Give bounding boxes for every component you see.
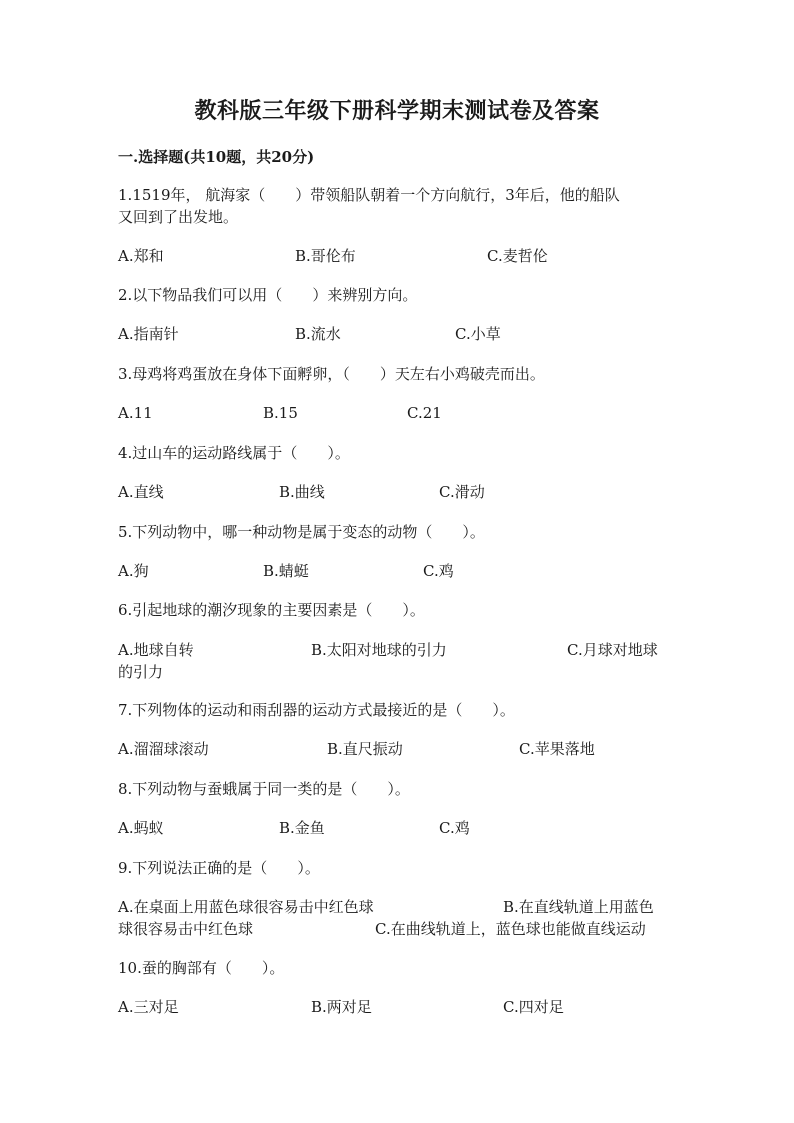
question-3-options [118,402,678,424]
question-10-options [118,996,678,1018]
option-b-continued: 球很容易击中红色球 [118,920,254,938]
option-a: A.指南针 [118,325,179,343]
question-2-options [118,323,678,345]
question-6-options [118,639,678,683]
option-b: B.两对足 [311,998,372,1016]
page-title: 教科版三年级下册科学期末测试卷及答案 [194,98,600,124]
option-c: C.21 [407,404,442,422]
option-a: A.郑和 [118,247,164,265]
question-3: 3.母鸡将鸡蛋放在身体下面孵卵，（ ）天左右小鸡破壳而出。 [118,365,545,383]
option-c: C.苹果落地 [519,740,595,758]
option-a: A.直线 [118,483,164,501]
question-4: 4.过山车的运动路线属于（ ）。 [118,444,350,462]
question-6: 6.引起地球的潮汐现象的主要因素是（ ）。 [118,601,425,619]
question-7-options [118,738,678,760]
option-b: B.太阳对地球的引力 [311,641,447,659]
question-10: 10.蚕的胸部有（ ）。 [118,959,285,977]
option-a: A.在桌面上用蓝色球很容易击中红色球 [118,898,374,916]
question-9: 9.下列说法正确的是（ ）。 [118,859,320,877]
option-c: C.麦哲伦 [487,247,548,265]
option-b: B.曲线 [279,483,325,501]
option-c: C.滑动 [439,483,485,501]
option-a: A.地球自转 [118,641,194,659]
option-c: C.四对足 [503,998,564,1016]
option-c: C.鸡 [439,819,470,837]
question-5: 5.下列动物中，哪一种动物是属于变态的动物（ ）。 [118,523,485,541]
option-b: B.15 [263,404,298,422]
option-b: B.流水 [295,325,341,343]
option-c: C.小草 [455,325,501,343]
question-8: 8.下列动物与蚕蛾属于同一类的是（ ）。 [118,780,410,798]
option-c-continued: 的引力 [118,663,164,681]
question-5-options [118,560,678,582]
option-a: A.狗 [118,562,149,580]
question-1 [118,184,678,228]
section-heading: 一.选择题(共10题，共20分) [118,148,315,166]
question-7: 7.下列物体的运动和雨刮器的运动方式最接近的是（ ）。 [118,701,515,719]
option-b: B.蜻蜓 [263,562,309,580]
question-1-stem-line1: 1.1519年， 航海家（ ）带领船队朝着一个方向航行，3年后，他的船队 [118,186,620,204]
question-1-stem-line2: 又回到了出发地。 [118,208,239,226]
option-b: B.哥伦布 [295,247,356,265]
option-a: A.11 [118,404,153,422]
option-c: C.在曲线轨道上，蓝色球也能做直线运动 [375,920,646,938]
option-c: C.鸡 [423,562,454,580]
option-a: A.溜溜球滚动 [118,740,209,758]
question-2: 2.以下物品我们可以用（ ）来辨别方向。 [118,286,418,304]
option-b: B.直尺振动 [327,740,403,758]
question-8-options [118,817,678,839]
option-a: A.蚂蚁 [118,819,164,837]
option-a: A.三对足 [118,998,179,1016]
question-1-options [118,245,678,267]
option-b: B.在直线轨道上用蓝色 [503,898,654,916]
option-c: C.月球对地球 [567,641,658,659]
question-4-options [118,481,678,503]
option-b: B.金鱼 [279,819,325,837]
question-9-options [118,896,678,940]
